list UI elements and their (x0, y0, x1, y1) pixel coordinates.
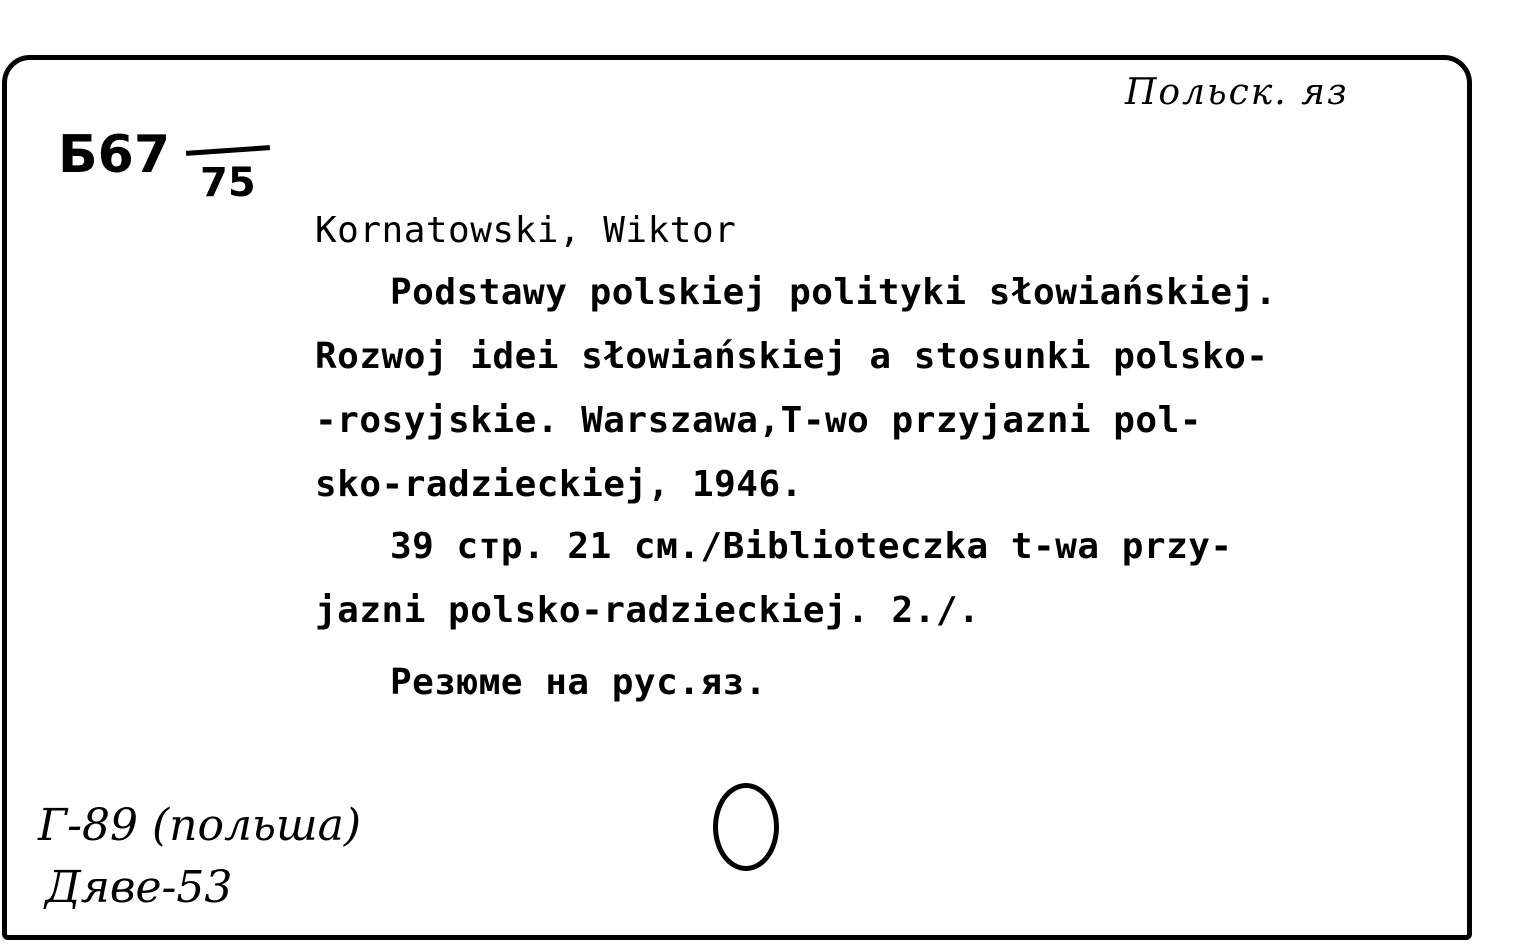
title-line-2: Rozwoj idei słowiańskiej a stosunki polsko- (315, 336, 1269, 377)
handwritten-inventory-note: Дяве-53 (45, 862, 233, 913)
author-line: Kornatowski, Wiktor (315, 210, 737, 251)
collation-line-1: 39 стр. 21 см./Biblioteczka t-wa przy- (390, 526, 1233, 567)
imprint-line-2: sko-radzieckiej, 1946. (315, 464, 803, 505)
shelfmark: Б67 (58, 125, 170, 185)
card-punch-hole (713, 783, 779, 871)
handwritten-classification: Г-89 (польша) (38, 800, 362, 851)
title-line-1: Podstawy polskiej polityki słowiańskiej. (390, 272, 1277, 313)
summary-note-line: Резюме на рус.яз. (390, 662, 767, 703)
collation-line-2: jazni polsko-radzieckiej. 2./. (315, 590, 981, 631)
imprint-line-1: -rosyjskie. Warszawa,T-wo przyjazni pol- (315, 400, 1202, 441)
language-note: Польск. яз (1125, 72, 1349, 113)
shelfmark-denominator: 75 (200, 160, 256, 206)
